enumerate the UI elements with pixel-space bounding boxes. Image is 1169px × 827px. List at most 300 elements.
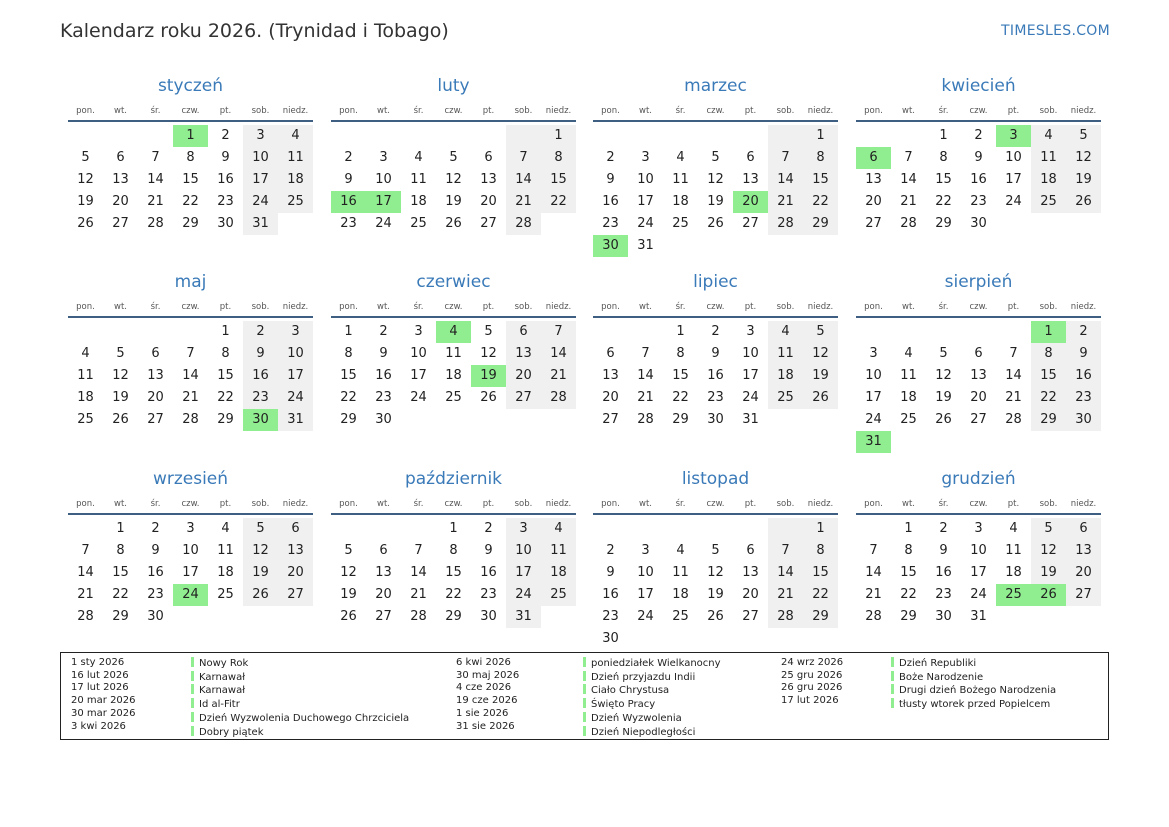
week-row xyxy=(856,321,1101,343)
day-cell: 14 xyxy=(768,169,803,191)
day-cell: 16 xyxy=(970,172,987,187)
holiday-marker-icon xyxy=(891,684,894,694)
day-cell: 11 xyxy=(768,343,803,365)
holiday-name: Dzień Republiki xyxy=(899,658,977,669)
day-cell: 17 xyxy=(865,390,882,405)
week-row xyxy=(593,628,838,650)
empty-cell xyxy=(471,409,506,431)
month-name: maj xyxy=(174,272,207,292)
weekday-label: sob. xyxy=(1039,106,1058,116)
weekday-label: sob. xyxy=(1039,499,1058,509)
day-cell: 20 xyxy=(970,390,987,405)
holiday-marker-icon xyxy=(583,698,586,708)
weekday-label: sob. xyxy=(251,302,270,312)
day-cell: 13 xyxy=(375,565,392,580)
holiday-marker-icon xyxy=(191,657,194,667)
day-cell: 11 xyxy=(77,368,94,383)
brand-link[interactable]: TIMESLES.COM xyxy=(1001,23,1110,39)
holiday-name: Dobry piątek xyxy=(199,726,264,738)
holiday-name: Boże Narodzenie xyxy=(899,671,984,683)
week-row xyxy=(331,387,576,409)
weekday-label: pon. xyxy=(76,106,95,116)
empty-cell xyxy=(278,606,313,628)
week-row xyxy=(593,562,838,584)
day-cell: 26 xyxy=(803,387,838,409)
weekday-label: pt. xyxy=(744,499,757,509)
holiday-day-cell: 24 xyxy=(173,584,208,606)
empty-cell xyxy=(366,125,401,147)
day-cell: 17 xyxy=(278,365,313,387)
day-cell: 11 xyxy=(672,172,689,187)
holiday-dates-col-1 xyxy=(71,657,136,733)
header-rule xyxy=(856,316,1101,318)
day-cell: 4 xyxy=(1031,125,1066,147)
day-cell: 1 xyxy=(939,128,948,143)
week-row xyxy=(856,147,1101,169)
month-name: grudzień xyxy=(941,469,1016,489)
day-grid xyxy=(856,518,1101,628)
day-cell: 23 xyxy=(217,194,234,209)
day-cell: 27 xyxy=(375,609,392,624)
day-grid xyxy=(68,125,313,235)
empty-cell xyxy=(803,628,838,650)
day-cell: 8 xyxy=(803,540,838,562)
week-row xyxy=(856,125,1101,147)
holiday-dates-col-3 xyxy=(781,657,843,708)
day-cell: 4 xyxy=(768,321,803,343)
day-cell: 10 xyxy=(278,343,313,365)
empty-cell xyxy=(471,125,506,147)
weekday-header xyxy=(68,106,313,118)
empty-cell xyxy=(366,518,401,540)
holiday-date: 30 maj 2026 xyxy=(456,669,520,681)
day-cell: 6 xyxy=(974,346,983,361)
day-cell: 9 xyxy=(1066,343,1101,365)
holiday-marker-icon xyxy=(191,671,194,681)
empty-cell xyxy=(856,321,891,343)
week-row xyxy=(331,562,576,584)
day-cell: 1 xyxy=(449,521,458,536)
empty-cell xyxy=(401,409,436,431)
day-cell: 25 xyxy=(672,609,689,624)
holiday-date: 17 lut 2026 xyxy=(71,682,129,694)
day-cell: 30 xyxy=(935,609,952,624)
day-cell: 25 xyxy=(445,390,462,405)
weekday-label: niedz. xyxy=(545,499,572,509)
week-row xyxy=(593,321,838,343)
day-cell: 2 xyxy=(711,324,720,339)
empty-cell xyxy=(926,321,961,343)
day-cell: 8 xyxy=(676,346,685,361)
day-cell: 9 xyxy=(711,346,720,361)
day-cell: 13 xyxy=(480,172,497,187)
empty-cell xyxy=(926,431,961,453)
day-cell: 9 xyxy=(939,543,948,558)
week-row xyxy=(68,409,313,431)
week-row xyxy=(68,125,313,147)
holiday-name: Dzień Niepodległości xyxy=(591,726,696,738)
holiday-day-cell: 4 xyxy=(436,321,471,343)
weekday-label: czw. xyxy=(444,106,463,116)
weekday-label: niedz. xyxy=(1070,499,1097,509)
empty-cell xyxy=(593,321,628,343)
day-cell: 7 xyxy=(81,543,90,558)
empty-cell xyxy=(698,518,733,540)
week-row xyxy=(593,518,838,540)
empty-cell xyxy=(68,125,103,147)
weekday-label: czw. xyxy=(706,106,725,116)
weekday-label: sob. xyxy=(776,499,795,509)
holiday-name: tłusty wtorek przed Popielcem xyxy=(899,699,1051,711)
day-cell: 20 xyxy=(1066,562,1101,584)
empty-cell xyxy=(1031,606,1066,628)
week-row xyxy=(331,365,576,387)
day-cell: 5 xyxy=(803,321,838,343)
day-cell: 29 xyxy=(340,412,357,427)
day-cell: 30 xyxy=(707,412,724,427)
week-row xyxy=(68,213,313,235)
day-cell: 15 xyxy=(112,565,129,580)
holiday-entry xyxy=(583,671,721,685)
day-cell: 10 xyxy=(506,540,541,562)
day-cell: 10 xyxy=(375,172,392,187)
day-cell: 28 xyxy=(77,609,94,624)
day-cell: 2 xyxy=(974,128,983,143)
holiday-entry xyxy=(891,657,1056,671)
empty-cell xyxy=(1031,213,1066,235)
day-cell: 13 xyxy=(112,172,129,187)
day-cell: 26 xyxy=(1066,191,1101,213)
day-cell: 24 xyxy=(970,587,987,602)
day-cell: 16 xyxy=(602,587,619,602)
weekday-label: pon. xyxy=(339,499,358,509)
day-cell: 2 xyxy=(606,150,615,165)
day-cell: 21 xyxy=(506,191,541,213)
day-cell: 4 xyxy=(81,346,90,361)
day-cell: 25 xyxy=(217,587,234,602)
day-cell: 12 xyxy=(707,172,724,187)
day-cell: 12 xyxy=(1031,540,1066,562)
day-cell: 27 xyxy=(865,216,882,231)
holiday-date: 30 mar 2026 xyxy=(71,707,136,719)
empty-cell xyxy=(803,409,838,431)
month-name: sierpień xyxy=(944,272,1013,292)
weekday-label: pt. xyxy=(219,302,232,312)
day-cell: 1 xyxy=(541,125,576,147)
week-row xyxy=(68,387,313,409)
day-grid xyxy=(68,321,313,431)
week-row xyxy=(856,606,1101,628)
day-cell: 24 xyxy=(1005,194,1022,209)
weekday-label: pon. xyxy=(864,106,883,116)
day-cell: 15 xyxy=(935,172,952,187)
day-cell: 27 xyxy=(147,412,164,427)
day-cell: 30 xyxy=(217,216,234,231)
weekday-label: pon. xyxy=(76,499,95,509)
day-cell: 27 xyxy=(506,387,541,409)
day-cell: 19 xyxy=(77,194,94,209)
holiday-day-cell: 17 xyxy=(366,191,401,213)
day-cell: 3 xyxy=(746,324,755,339)
week-row xyxy=(68,191,313,213)
day-grid xyxy=(593,518,838,650)
day-cell: 1 xyxy=(803,125,838,147)
day-cell: 15 xyxy=(182,172,199,187)
day-cell: 3 xyxy=(379,150,388,165)
week-row xyxy=(68,540,313,562)
week-row xyxy=(331,125,576,147)
empty-cell xyxy=(541,606,576,628)
day-cell: 9 xyxy=(379,346,388,361)
day-cell: 7 xyxy=(768,540,803,562)
month-name: luty xyxy=(437,76,470,96)
empty-cell xyxy=(541,409,576,431)
day-cell: 21 xyxy=(1005,390,1022,405)
day-cell: 25 xyxy=(900,412,917,427)
empty-cell xyxy=(331,125,366,147)
holiday-entry xyxy=(891,684,1056,698)
day-cell: 12 xyxy=(445,172,462,187)
day-cell: 5 xyxy=(939,346,948,361)
weekday-header xyxy=(331,106,576,118)
day-cell: 22 xyxy=(803,584,838,606)
empty-cell xyxy=(698,235,733,257)
day-cell: 15 xyxy=(803,562,838,584)
day-cell: 26 xyxy=(243,584,278,606)
weekday-label: pt. xyxy=(482,302,495,312)
day-cell: 27 xyxy=(742,609,759,624)
day-cell: 28 xyxy=(147,216,164,231)
day-cell: 9 xyxy=(974,150,983,165)
weekday-label: niedz. xyxy=(282,499,309,509)
weekday-label: sob. xyxy=(514,302,533,312)
day-cell: 23 xyxy=(243,387,278,409)
day-cell: 16 xyxy=(217,172,234,187)
day-cell: 2 xyxy=(1066,321,1101,343)
day-cell: 4 xyxy=(278,125,313,147)
day-cell: 23 xyxy=(1066,387,1101,409)
day-cell: 2 xyxy=(939,521,948,536)
holiday-name: poniedziałek Wielkanocny xyxy=(591,658,721,669)
weekday-label: niedz. xyxy=(807,106,834,116)
day-cell: 23 xyxy=(602,609,619,624)
day-cell: 24 xyxy=(243,191,278,213)
holiday-day-cell: 3 xyxy=(996,125,1031,147)
weekday-label: czw. xyxy=(181,499,200,509)
day-cell: 16 xyxy=(243,365,278,387)
day-cell: 12 xyxy=(707,565,724,580)
week-row xyxy=(331,321,576,343)
day-cell: 23 xyxy=(147,587,164,602)
holiday-day-cell: 16 xyxy=(331,191,366,213)
day-cell: 13 xyxy=(602,368,619,383)
empty-cell xyxy=(663,628,698,650)
day-grid xyxy=(331,321,576,431)
day-cell: 8 xyxy=(939,150,948,165)
weekday-header xyxy=(593,302,838,314)
day-cell: 4 xyxy=(676,543,685,558)
day-cell: 16 xyxy=(602,194,619,209)
holiday-date: 20 mar 2026 xyxy=(71,695,136,707)
holiday-date: 17 lut 2026 xyxy=(781,695,839,707)
day-cell: 14 xyxy=(182,368,199,383)
day-cell: 15 xyxy=(340,368,357,383)
weekday-label: czw. xyxy=(969,302,988,312)
weekday-label: sob. xyxy=(514,106,533,116)
holiday-name: Id al-Fitr xyxy=(199,699,240,711)
weekday-label: pt. xyxy=(219,106,232,116)
empty-cell xyxy=(173,321,208,343)
day-cell: 18 xyxy=(541,562,576,584)
week-row xyxy=(856,213,1101,235)
weekday-label: pon. xyxy=(601,302,620,312)
week-row xyxy=(68,147,313,169)
empty-cell xyxy=(401,518,436,540)
weekday-header xyxy=(331,302,576,314)
day-grid xyxy=(331,125,576,235)
week-row xyxy=(593,235,838,257)
week-row xyxy=(68,562,313,584)
week-row xyxy=(593,540,838,562)
day-cell: 2 xyxy=(243,321,278,343)
day-cell: 19 xyxy=(803,365,838,387)
header-rule xyxy=(331,513,576,515)
week-row xyxy=(68,584,313,606)
day-cell: 27 xyxy=(742,216,759,231)
month-name: styczeń xyxy=(157,76,224,96)
holiday-date: 24 wrz 2026 xyxy=(781,657,844,668)
day-cell: 28 xyxy=(506,213,541,235)
day-cell: 10 xyxy=(637,565,654,580)
holiday-name: Dzień przyjazdu Indii xyxy=(591,671,696,683)
month-name: kwiecień xyxy=(941,76,1016,96)
empty-cell xyxy=(401,125,436,147)
header-rule xyxy=(856,513,1101,515)
day-cell: 9 xyxy=(151,543,160,558)
empty-cell xyxy=(68,321,103,343)
day-cell: 30 xyxy=(602,631,619,646)
day-cell: 19 xyxy=(707,194,724,209)
day-cell: 25 xyxy=(77,412,94,427)
day-cell: 6 xyxy=(506,321,541,343)
day-cell: 5 xyxy=(116,346,125,361)
day-grid xyxy=(856,125,1101,235)
week-row xyxy=(856,191,1101,213)
day-cell: 12 xyxy=(1066,147,1101,169)
day-cell: 14 xyxy=(410,565,427,580)
day-cell: 23 xyxy=(602,216,619,231)
day-cell: 8 xyxy=(1031,343,1066,365)
empty-cell xyxy=(768,125,803,147)
day-cell: 17 xyxy=(970,565,987,580)
weekday-label: śr. xyxy=(150,302,161,312)
day-cell: 11 xyxy=(541,540,576,562)
day-cell: 14 xyxy=(1005,368,1022,383)
day-cell: 5 xyxy=(344,543,353,558)
day-cell: 29 xyxy=(112,609,129,624)
day-cell: 20 xyxy=(480,194,497,209)
day-cell: 21 xyxy=(147,194,164,209)
holiday-entry xyxy=(891,698,1056,712)
week-row xyxy=(856,409,1101,431)
holiday-date: 26 gru 2026 xyxy=(781,682,843,694)
day-cell: 29 xyxy=(1031,409,1066,431)
day-cell: 7 xyxy=(186,346,195,361)
day-cell: 18 xyxy=(768,365,803,387)
day-cell: 15 xyxy=(445,565,462,580)
weekday-header xyxy=(68,499,313,511)
day-cell: 29 xyxy=(935,216,952,231)
weekday-label: niedz. xyxy=(545,106,572,116)
day-cell: 20 xyxy=(375,587,392,602)
day-cell: 22 xyxy=(112,587,129,602)
day-cell: 5 xyxy=(711,543,720,558)
day-cell: 18 xyxy=(410,194,427,209)
weekday-header xyxy=(856,499,1101,511)
day-cell: 18 xyxy=(900,390,917,405)
day-cell: 12 xyxy=(243,540,278,562)
day-cell: 3 xyxy=(869,346,878,361)
day-cell: 14 xyxy=(637,368,654,383)
holiday-marker-icon xyxy=(583,671,586,681)
week-row xyxy=(593,584,838,606)
weekday-label: pt. xyxy=(744,106,757,116)
day-cell: 17 xyxy=(1005,172,1022,187)
day-cell: 28 xyxy=(900,216,917,231)
day-cell: 4 xyxy=(541,518,576,540)
day-cell: 1 xyxy=(221,324,230,339)
empty-cell xyxy=(698,628,733,650)
day-cell: 28 xyxy=(182,412,199,427)
weekday-label: wt. xyxy=(639,106,652,116)
empty-cell xyxy=(138,321,173,343)
day-cell: 13 xyxy=(742,172,759,187)
day-cell: 7 xyxy=(904,150,913,165)
day-cell: 1 xyxy=(116,521,125,536)
holiday-marker-icon xyxy=(891,698,894,708)
day-cell: 28 xyxy=(637,412,654,427)
day-cell: 5 xyxy=(81,150,90,165)
day-cell: 4 xyxy=(1009,521,1018,536)
day-cell: 9 xyxy=(484,543,493,558)
weekday-label: wt. xyxy=(902,499,915,509)
day-cell: 3 xyxy=(974,521,983,536)
day-cell: 25 xyxy=(541,584,576,606)
day-cell: 26 xyxy=(445,216,462,231)
week-row xyxy=(68,518,313,540)
empty-cell xyxy=(103,321,138,343)
day-cell: 2 xyxy=(344,150,353,165)
day-cell: 16 xyxy=(1066,365,1101,387)
day-cell: 19 xyxy=(1066,169,1101,191)
week-row xyxy=(593,365,838,387)
day-cell: 31 xyxy=(506,606,541,628)
day-cell: 9 xyxy=(221,150,230,165)
day-cell: 11 xyxy=(900,368,917,383)
day-cell: 10 xyxy=(1005,150,1022,165)
day-cell: 10 xyxy=(410,346,427,361)
day-cell: 26 xyxy=(480,390,497,405)
empty-cell xyxy=(733,235,768,257)
day-cell: 14 xyxy=(900,172,917,187)
holiday-date: 3 kwi 2026 xyxy=(71,720,126,732)
day-cell: 9 xyxy=(344,172,353,187)
weekday-label: wt. xyxy=(902,302,915,312)
day-cell: 24 xyxy=(865,412,882,427)
empty-cell xyxy=(278,213,313,235)
day-cell: 22 xyxy=(1031,387,1066,409)
day-cell: 7 xyxy=(151,150,160,165)
